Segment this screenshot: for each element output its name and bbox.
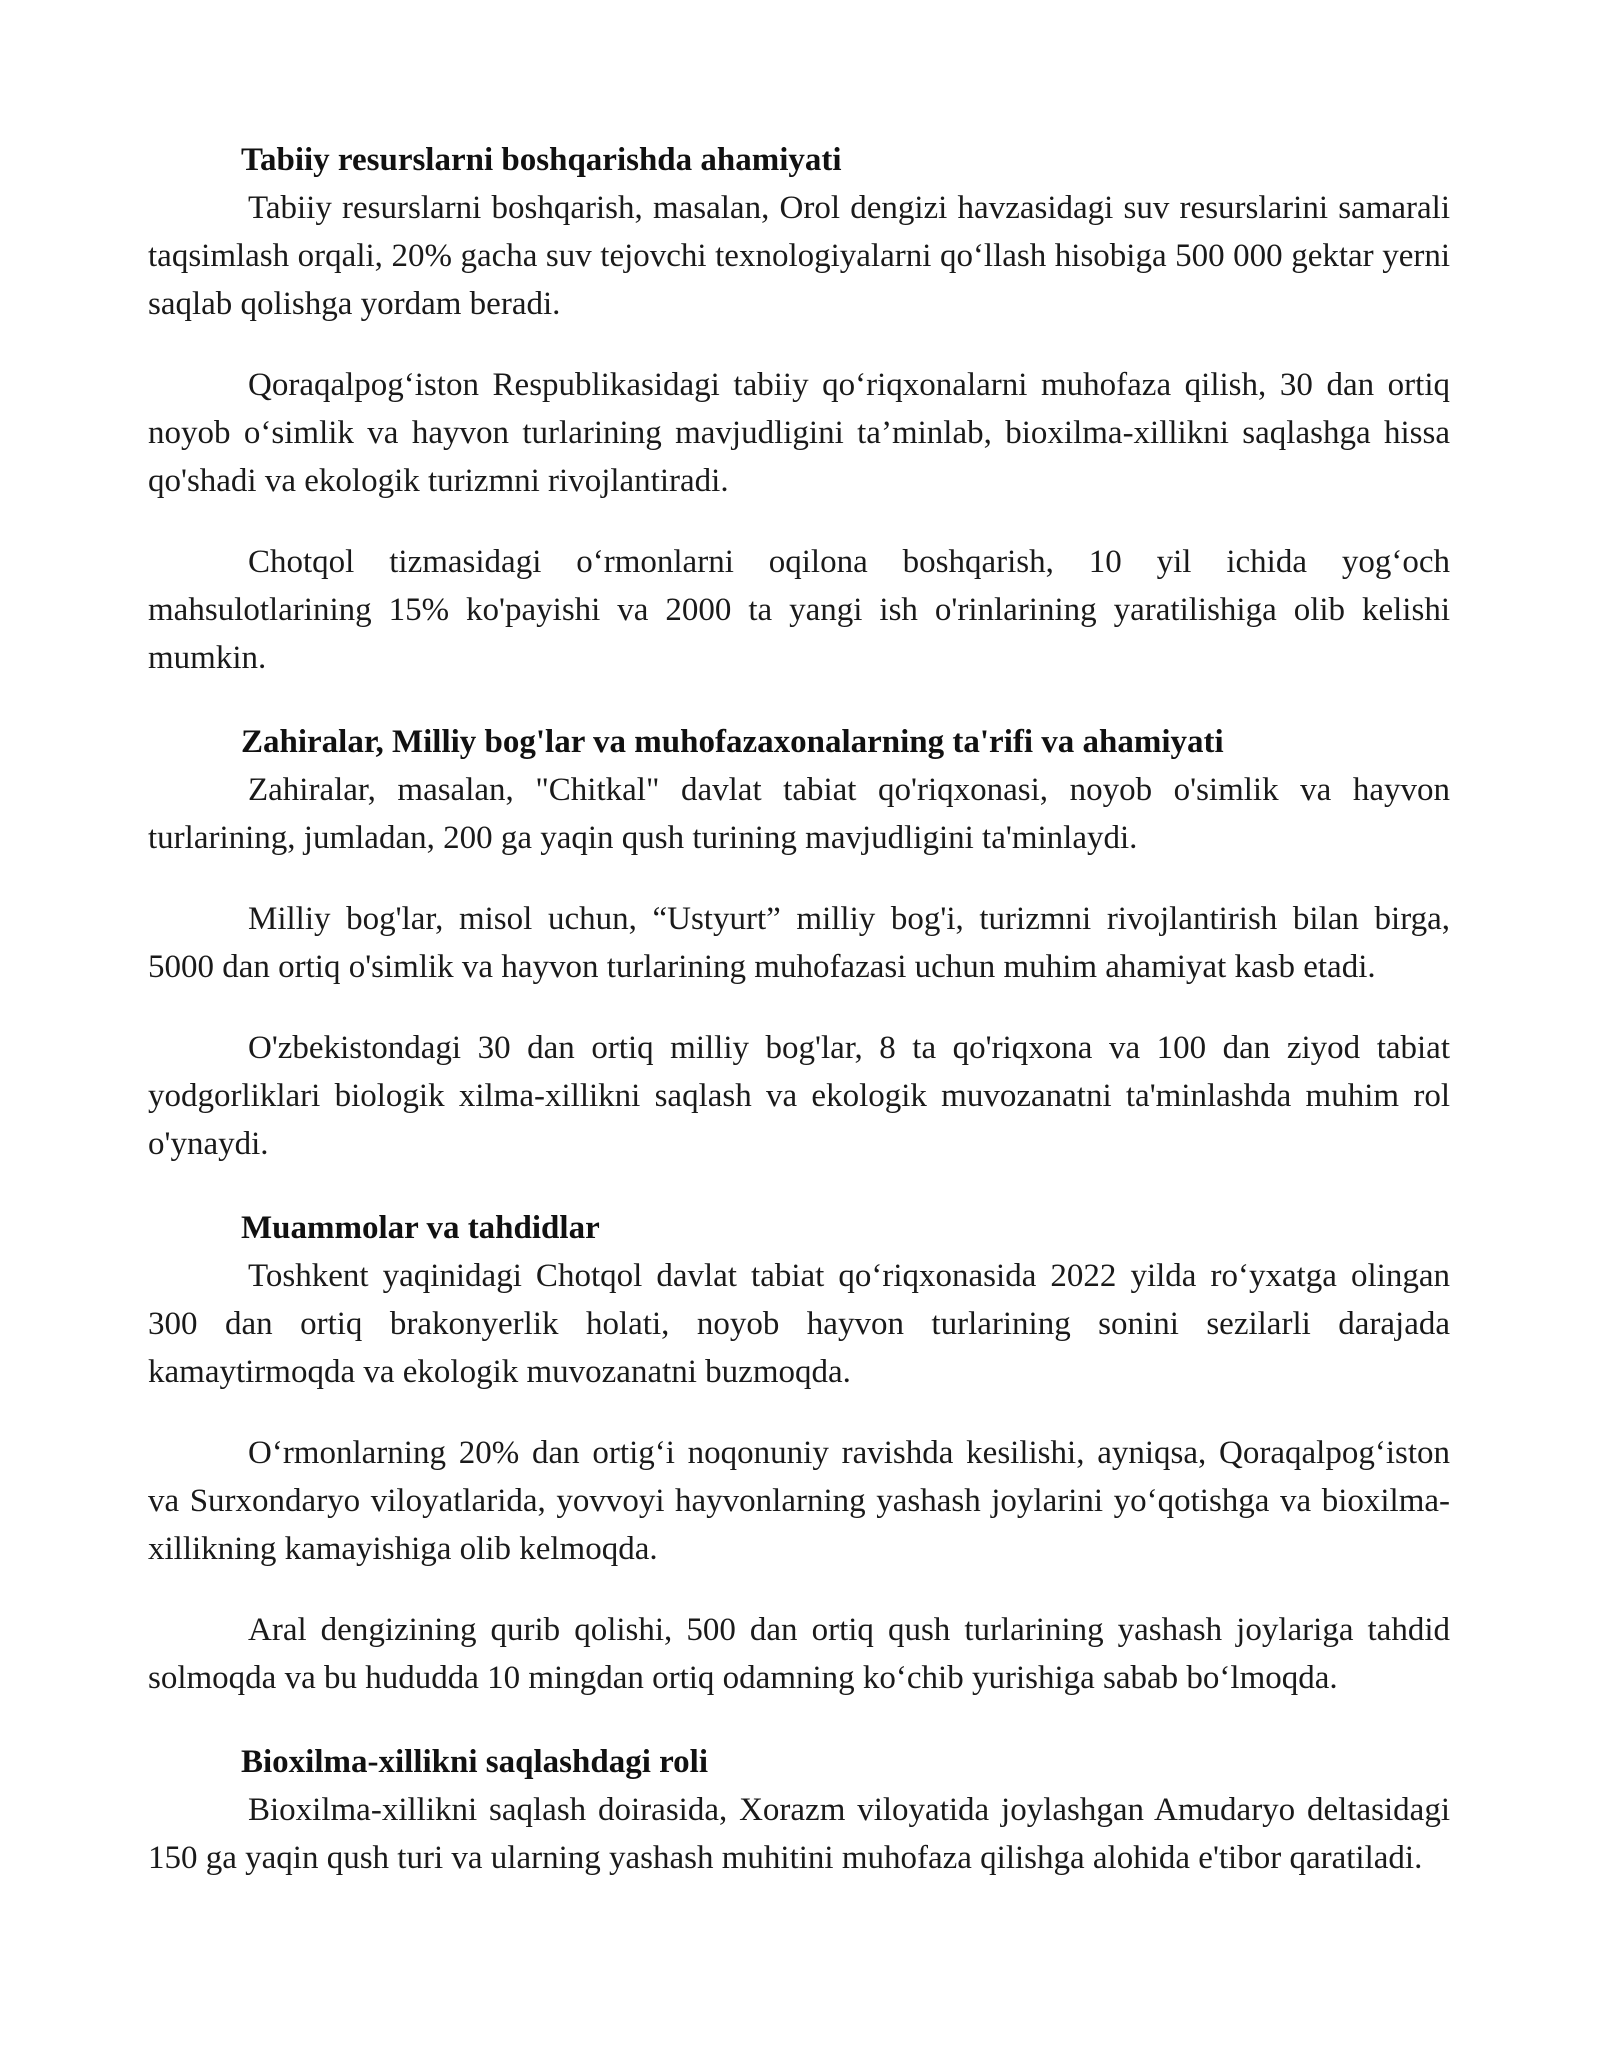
section-reserves-parks <box>148 718 1450 1168</box>
paragraph: Toshkent yaqinidagi Chotqol davlat tabiat qo‘riqxonasida 2022 yilda ro‘yxatga olingan 300 dan ortiq brakonyerlik holati, noyob hayvon turlarining sonini sezilarli darajada kamaytirmoqda va ekologik muvozanatni buzmoqda. <box>148 1258 1450 1390</box>
paragraph: Qoraqalpog‘iston Respublikasidagi tabiiy qo‘riqxonalarni muhofaza qilish, 30 dan ortiq noyob o‘simlik va hayvon turlarining mavjudligini ta’minlab, bioxilma-xillikni saqlashga hissa qo'shadi va ekologik turizmni rivojlantiradi. <box>148 367 1450 499</box>
paragraph: Bioxilma-xillikni saqlash doirasida, Xorazm viloyatida joylashgan Amudaryo deltasidagi 150 ga yaqin qush turi va ularning yashash muhitini muhofaza qilishga alohida e'tibor qaratiladi. <box>148 1792 1450 1876</box>
section-problems-threats <box>148 1204 1450 1702</box>
paragraph: Aral dengizining qurib qolishi, 500 dan ortiq qush turlarining yashash joylariga tahdid solmoqda va bu hududda 10 mingdan ortiq odamning ko‘chib yurishiga sabab bo‘lmoqda. <box>148 1612 1450 1696</box>
section-heading: Tabiiy resurslarni boshqarishda ahamiyati <box>241 142 842 178</box>
paragraph: O'zbekistondagi 30 dan ortiq milliy bog'lar, 8 ta qo'riqxona va 100 dan ziyod tabiat yodgorliklari biologik xilma-xillikni saqlash va ekologik muvozanatni ta'minlashda muhim rol o'ynaydi. <box>148 1030 1450 1162</box>
paragraph: O‘rmonlarning 20% dan ortig‘i noqonuniy ravishda kesilishi, ayniqsa, Qoraqalpog‘iston va Surxondaryo viloyatlarida, yovvoyi hayvonlarning yashash joylarini yo‘qotishga va bioxilma-xillikning kamayishiga olib kelmoqda. <box>148 1435 1450 1567</box>
section-heading: Muammolar va tahdidlar <box>241 1210 600 1246</box>
paragraph: Tabiiy resurslarni boshqarish, masalan, Orol dengizi havzasidagi suv resurslarini samarali taqsimlash orqali, 20% gacha suv tejovchi texnologiyalarni qo‘llash hisobiga 500 000 gektar yerni saqlab qolishga yordam beradi. <box>148 190 1450 322</box>
document-page <box>148 136 1450 1882</box>
section-heading: Bioxilma-xillikni saqlashdagi roli <box>241 1744 709 1780</box>
section-resource-management <box>148 136 1450 682</box>
section-biodiversity-role <box>148 1738 1450 1882</box>
paragraph: Chotqol tizmasidagi o‘rmonlarni oqilona boshqarish, 10 yil ichida yog‘och mahsulotlarining 15% ko'payishi va 2000 ta yangi ish o'rinlarining yaratilishiga olib kelishi mumkin. <box>148 544 1450 676</box>
section-heading: Zahiralar, Milliy bog'lar va muhofazaxonalarning ta'rifi va ahamiyati <box>241 724 1224 760</box>
paragraph: Zahiralar, masalan, "Chitkal" davlat tabiat qo'riqxonasi, noyob o'simlik va hayvon turlarining, jumladan, 200 ga yaqin qush turining mavjudligini ta'minlaydi. <box>148 772 1450 856</box>
paragraph: Milliy bog'lar, misol uchun, “Ustyurt” milliy bog'i, turizmni rivojlantirish bilan birga, 5000 dan ortiq o'simlik va hayvon turlarining muhofazasi uchun muhim ahamiyat kasb etadi. <box>148 901 1450 985</box>
